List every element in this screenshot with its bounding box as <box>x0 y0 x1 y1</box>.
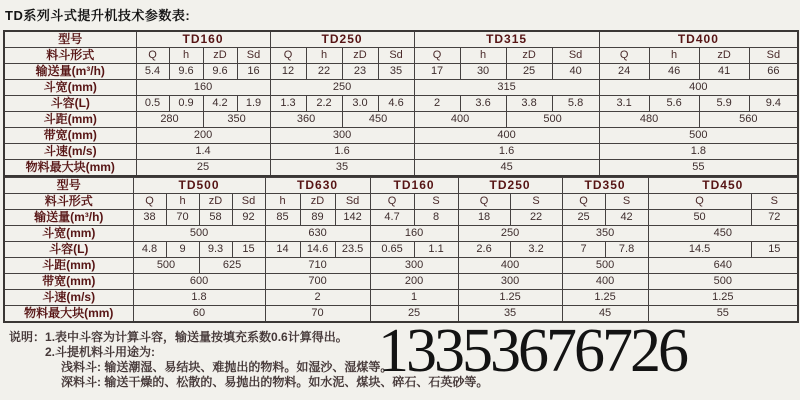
params-table-upper <box>3 30 799 177</box>
bucket-volume-row <box>4 96 798 112</box>
model-header: TD630 <box>265 178 370 194</box>
phone-number: 13353676726 <box>378 317 686 385</box>
table-cell: Q <box>599 48 649 64</box>
table-cell: 4.2 <box>203 96 237 112</box>
table-cell: 92 <box>232 210 265 226</box>
table-cell: 23.5 <box>335 242 370 258</box>
table-cell: 400 <box>414 128 599 144</box>
table-cell: 1.25 <box>562 290 648 306</box>
bucket-width-row <box>4 226 798 242</box>
row-label-bucket-type: 料斗形式 <box>4 48 136 64</box>
row-label-capacity: 输送量(m³/h) <box>4 210 133 226</box>
table-cell: 25 <box>136 160 270 177</box>
table-cell: h <box>166 194 199 210</box>
model-header: TD160 <box>370 178 458 194</box>
table-cell: 14 <box>265 242 300 258</box>
table-cell: 24 <box>599 64 649 80</box>
table-cell: 500 <box>133 226 265 242</box>
table-cell: 1.6 <box>414 144 599 160</box>
model-header: TD315 <box>414 31 599 48</box>
model-header: TD500 <box>133 178 265 194</box>
table-cell: 3.0 <box>342 96 378 112</box>
row-label-bucket-width: 斗宽(mm) <box>4 80 136 96</box>
note-term: 深料斗: <box>61 375 101 389</box>
table-cell: 4.7 <box>370 210 414 226</box>
capacity-row <box>4 210 798 226</box>
table-cell: 89 <box>300 210 335 226</box>
table-cell: 9.4 <box>749 96 798 112</box>
table-cell: Q <box>414 48 460 64</box>
table-cell: Q <box>562 194 605 210</box>
speed-row <box>4 290 798 306</box>
model-header: TD250 <box>458 178 562 194</box>
table-cell: 160 <box>370 226 458 242</box>
row-label-capacity: 输送量(m³/h) <box>4 64 136 80</box>
table-cell: 1.25 <box>648 290 798 306</box>
table-cell: h <box>460 48 506 64</box>
table-cell: 3.1 <box>599 96 649 112</box>
table-cell: 450 <box>648 226 798 242</box>
row-label-bucket-width: 斗宽(mm) <box>4 226 133 242</box>
table-cell: 1.3 <box>270 96 306 112</box>
table-cell: 5.4 <box>136 64 169 80</box>
table-cell: 400 <box>562 274 648 290</box>
note-text: 输送干燥的、松散的、易抛出的物料。如水泥、煤块、碎石、石英砂等。 <box>104 375 489 389</box>
table-cell: 35 <box>378 64 414 80</box>
capacity-row <box>4 64 798 80</box>
table-cell: Q <box>648 194 751 210</box>
table-cell: zD <box>506 48 552 64</box>
belt-width-row <box>4 274 798 290</box>
table-cell: 60 <box>133 306 265 323</box>
table-cell: 17 <box>414 64 460 80</box>
table-cell: 500 <box>562 258 648 274</box>
table-cell: zD <box>342 48 378 64</box>
row-label-bucket-pitch: 斗距(mm) <box>4 258 133 274</box>
row-label-bucket-pitch: 斗距(mm) <box>4 112 136 128</box>
table-cell: 4.8 <box>133 242 166 258</box>
table-cell: 1.8 <box>599 144 798 160</box>
table-cell: 41 <box>699 64 749 80</box>
model-header: TD450 <box>648 178 798 194</box>
table-cell: 1.4 <box>136 144 270 160</box>
table-cell: zD <box>300 194 335 210</box>
model-header: TD350 <box>562 178 648 194</box>
notes-prefix: 说明： <box>9 330 46 344</box>
table-cell: Sd <box>335 194 370 210</box>
table-cell: h <box>649 48 699 64</box>
table-cell: 250 <box>270 80 414 96</box>
table-cell: 1.6 <box>270 144 414 160</box>
table-cell: 3.2 <box>510 242 562 258</box>
table-cell: 40 <box>552 64 599 80</box>
table-cell: 500 <box>599 128 798 144</box>
table-cell: 280 <box>136 112 203 128</box>
table-cell: 600 <box>133 274 265 290</box>
row-label-model: 型号 <box>4 31 136 48</box>
table-cell: 700 <box>265 274 370 290</box>
table-cell: 23 <box>342 64 378 80</box>
table-cell: Q <box>270 48 306 64</box>
table-cell: 0.65 <box>370 242 414 258</box>
bucket-pitch-row <box>4 112 798 128</box>
table-cell: 360 <box>270 112 342 128</box>
table-cell: 2.2 <box>306 96 342 112</box>
table-cell: 22 <box>306 64 342 80</box>
table-cell: 38 <box>133 210 166 226</box>
table-cell: Sd <box>237 48 270 64</box>
table-cell: S <box>510 194 562 210</box>
table-cell: 5.9 <box>699 96 749 112</box>
table-cell: 1.1 <box>414 242 458 258</box>
table-cell: 500 <box>133 258 199 274</box>
table-cell: zD <box>203 48 237 64</box>
table-cell: 58 <box>199 210 232 226</box>
note-text: 输送潮湿、易结块、难抛出的物料。如湿沙、湿煤等。 <box>104 360 393 374</box>
table-cell: 500 <box>648 274 798 290</box>
table-cell: 9 <box>166 242 199 258</box>
note-term: 浅料斗: <box>61 360 101 374</box>
table-cell: 70 <box>265 306 370 323</box>
note-line-2: 2.斗提机料斗用途为: <box>45 345 156 359</box>
table-cell: 45 <box>414 160 599 177</box>
row-label-model: 型号 <box>4 178 133 194</box>
table-cell: 560 <box>699 112 798 128</box>
table-cell: 25 <box>506 64 552 80</box>
table-cell: 710 <box>265 258 370 274</box>
table-cell: 85 <box>265 210 300 226</box>
table-cell: 14.5 <box>648 242 751 258</box>
table-cell: h <box>265 194 300 210</box>
row-label-max-lump: 物料最大块(mm) <box>4 160 136 177</box>
row-label-max-lump: 物料最大块(mm) <box>4 306 133 323</box>
row-label-speed: 斗速(m/s) <box>4 144 136 160</box>
table-cell: Sd <box>552 48 599 64</box>
table-cell: Q <box>458 194 510 210</box>
table-cell: 9.6 <box>169 64 203 80</box>
table-cell: 35 <box>458 306 562 323</box>
table-cell: 9.3 <box>199 242 232 258</box>
table-cell: 142 <box>335 210 370 226</box>
table-cell: 480 <box>599 112 699 128</box>
table-cell: 5.6 <box>649 96 699 112</box>
table-cell: 50 <box>648 210 751 226</box>
table-cell: 2.6 <box>458 242 510 258</box>
table-cell: 45 <box>562 306 648 323</box>
table-cell: 315 <box>414 80 599 96</box>
table-cell: Sd <box>749 48 798 64</box>
table-cell: 14.6 <box>300 242 335 258</box>
page-title: TD系列斗式提升机技术参数表: <box>5 8 191 23</box>
table-cell: 25 <box>562 210 605 226</box>
table-cell: 1.8 <box>133 290 265 306</box>
table-cell: 12 <box>270 64 306 80</box>
table-cell: 400 <box>599 80 798 96</box>
table-cell: 300 <box>458 274 562 290</box>
table-cell: Q <box>370 194 414 210</box>
bucket-volume-row <box>4 242 798 258</box>
table-cell: 500 <box>506 112 599 128</box>
table-cell: Sd <box>378 48 414 64</box>
table-cell: 1.25 <box>458 290 562 306</box>
table-cell: 4.6 <box>378 96 414 112</box>
table-cell: 15 <box>751 242 798 258</box>
table-cell: 250 <box>458 226 562 242</box>
table-cell: 0.5 <box>136 96 169 112</box>
table-cell: 300 <box>270 128 414 144</box>
table-cell: 7.8 <box>605 242 648 258</box>
table-cell: 0.9 <box>169 96 203 112</box>
table-cell: S <box>414 194 458 210</box>
row-label-speed: 斗速(m/s) <box>4 290 133 306</box>
table-cell: 350 <box>562 226 648 242</box>
table-cell: 55 <box>648 306 798 323</box>
table-cell: 3.8 <box>506 96 552 112</box>
table-cell: 7 <box>562 242 605 258</box>
table-cell: 450 <box>342 112 414 128</box>
table-cell: 22 <box>510 210 562 226</box>
table-cell: 1.9 <box>237 96 270 112</box>
table-cell: h <box>169 48 203 64</box>
model-row <box>4 31 798 48</box>
table-cell: 46 <box>649 64 699 80</box>
speed-row <box>4 144 798 160</box>
table-cell: S <box>751 194 798 210</box>
model-header: TD250 <box>270 31 414 48</box>
table-cell: 2 <box>414 96 460 112</box>
table-cell: 640 <box>648 258 798 274</box>
table-cell: 15 <box>232 242 265 258</box>
table-cell: 400 <box>458 258 562 274</box>
table-cell: 55 <box>599 160 798 177</box>
table-cell: 200 <box>370 274 458 290</box>
table-cell: 25 <box>370 306 458 323</box>
model-header: TD160 <box>136 31 270 48</box>
table-cell: zD <box>699 48 749 64</box>
table-cell: 300 <box>370 258 458 274</box>
table-cell: h <box>306 48 342 64</box>
table-cell: 72 <box>751 210 798 226</box>
table-cell: 30 <box>460 64 506 80</box>
table-cell: zD <box>199 194 232 210</box>
note-text: 1.表中斗容为计算斗容，输送量按填充系数0.6计算得出。 <box>45 330 348 344</box>
table-cell: 350 <box>203 112 270 128</box>
table-cell: 2 <box>265 290 370 306</box>
table-cell: 160 <box>136 80 270 96</box>
table-cell: 35 <box>270 160 414 177</box>
table-cell: 3.6 <box>460 96 506 112</box>
table-cell: 5.8 <box>552 96 599 112</box>
row-label-belt-width: 带宽(mm) <box>4 274 133 290</box>
table-cell: 42 <box>605 210 648 226</box>
table-cell: 18 <box>458 210 510 226</box>
row-label-bucket-type: 料斗形式 <box>4 194 133 210</box>
table-cell: 16 <box>237 64 270 80</box>
model-row <box>4 178 798 194</box>
belt-width-row <box>4 128 798 144</box>
table-cell: 70 <box>166 210 199 226</box>
row-label-bucket-volume: 斗容(L) <box>4 96 136 112</box>
table-cell: Sd <box>232 194 265 210</box>
params-table-lower <box>3 177 799 323</box>
model-header: TD400 <box>599 31 798 48</box>
table-cell: 630 <box>265 226 370 242</box>
bucket-width-row <box>4 80 798 96</box>
table-cell: Q <box>133 194 166 210</box>
bucket-type-row <box>4 194 798 210</box>
table-cell: Q <box>136 48 169 64</box>
max-lump-row <box>4 160 798 177</box>
table-cell: 400 <box>414 112 506 128</box>
table-cell: 625 <box>199 258 265 274</box>
row-label-belt-width: 带宽(mm) <box>4 128 136 144</box>
table-cell: 8 <box>414 210 458 226</box>
row-label-bucket-volume: 斗容(L) <box>4 242 133 258</box>
bucket-type-row <box>4 48 798 64</box>
table-cell: S <box>605 194 648 210</box>
table-cell: 66 <box>749 64 798 80</box>
table-cell: 9.6 <box>203 64 237 80</box>
table-cell: 200 <box>136 128 270 144</box>
bucket-pitch-row <box>4 258 798 274</box>
table-cell: 1 <box>370 290 458 306</box>
